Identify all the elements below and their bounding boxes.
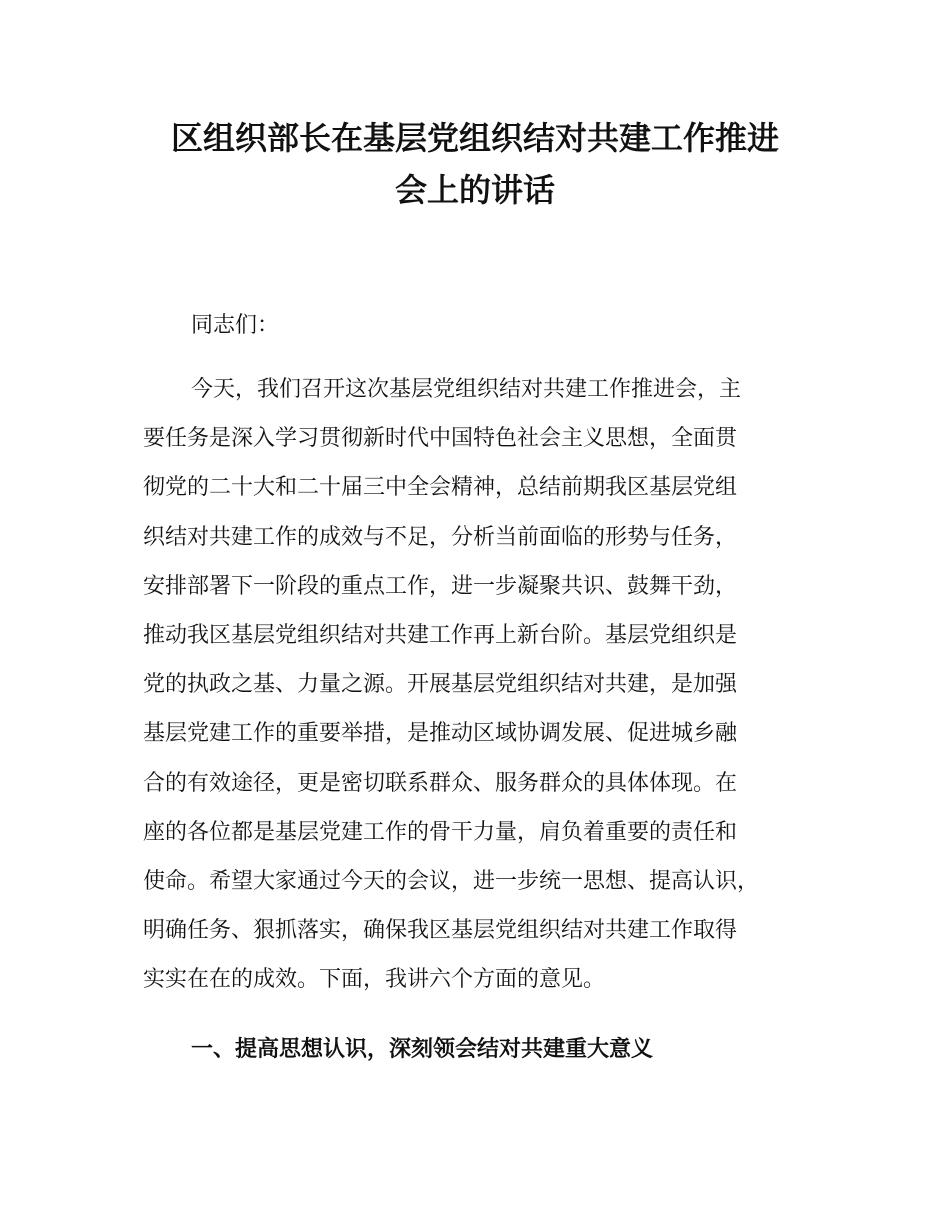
body-line: 座的各位都是基层党建工作的骨干力量，肩负着重要的责任和 [143, 819, 738, 845]
body-line: 彻党的二十大和二十届三中全会精神，总结前期我区基层党组 [143, 475, 738, 501]
body-line: 合的有效途径，更是密切联系群众、服务群众的具体体现。在 [143, 770, 738, 796]
body-line: 基层党建工作的重要举措，是推动区域协调发展、促进城乡融 [143, 721, 738, 747]
body-line: 安排部署下一阶段的重点工作，进一步凝聚共识、鼓舞干劲， [143, 573, 738, 599]
body-line: 要任务是深入学习贯彻新时代中国特色社会主义思想，全面贯 [143, 426, 738, 452]
body-line: 明确任务、狠抓落实，确保我区基层党组织结对共建工作取得 [143, 918, 738, 944]
section-heading: 一、提高思想认识，深刻领会结对共建重大意义 [191, 1037, 654, 1062]
document-title [140, 112, 810, 216]
body-line: 使命。希望大家通过今天的会议，进一步统一思想、提高认识， [143, 868, 760, 894]
body-line: 织结对共建工作的成效与不足，分析当前面临的形势与任务， [143, 524, 738, 550]
title-line-2: 会上的讲话 [394, 171, 555, 209]
body-line: 推动我区基层党组织结对共建工作再上新台阶。基层党组织是 [143, 622, 738, 648]
body-line: 实实在在的成效。下面，我讲六个方面的意见。 [143, 967, 606, 993]
title-line-1: 区组织部长在基层党组织结对共建工作推进 [170, 119, 779, 157]
body-line: 党的执政之基、力量之源。开展基层党组织结对共建，是加强 [143, 672, 738, 698]
salutation: 同志们： [191, 313, 280, 338]
body-paragraph [143, 365, 823, 1004]
body-line: 今天，我们召开这次基层党组织结对共建工作推进会，主 [191, 377, 742, 402]
